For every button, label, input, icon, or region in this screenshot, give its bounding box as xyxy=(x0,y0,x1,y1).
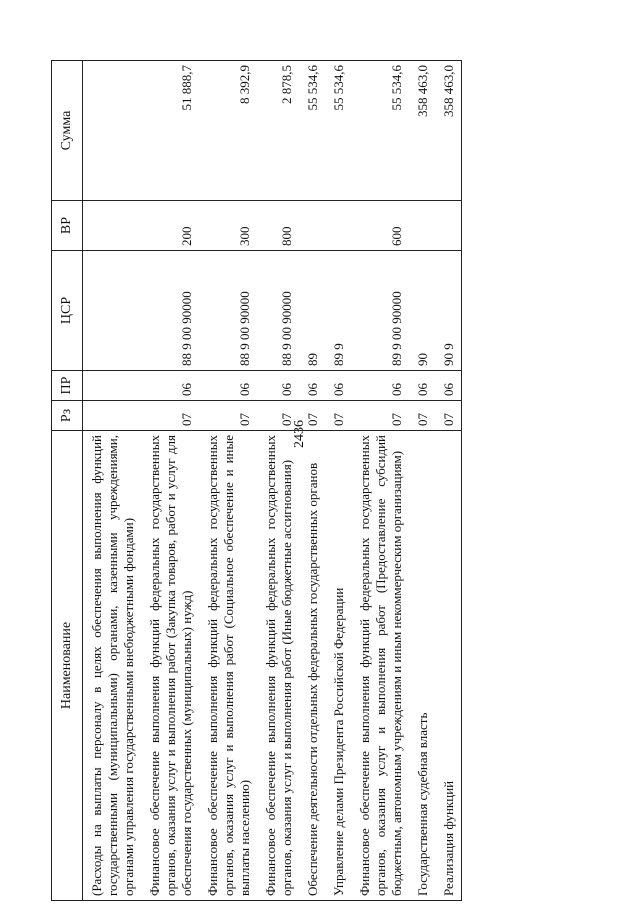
cell-rz: 07 xyxy=(435,401,462,431)
header-name: Наименование xyxy=(52,431,83,901)
cell-rz: 07 xyxy=(409,401,435,431)
cell-vr xyxy=(325,201,351,251)
cell-rz: 07 xyxy=(141,401,199,431)
cell-name: Управление делами Президента Российской Федерации xyxy=(325,431,351,901)
budget-table xyxy=(51,60,462,901)
cell-rz xyxy=(83,401,142,431)
cell-name: Финансовое обеспечение выполнения функций федеральных государственных органов, оказания услуг и выполнения работ (Иные бюджетные ассигнования) xyxy=(257,431,299,901)
header-rz: Рз xyxy=(52,401,83,431)
cell-csr: 89 9 xyxy=(325,251,351,371)
cell-name: (Расходы на выплаты персоналу в целях обеспечения выполнения функций государственными (муниципальными) органами, казенными учреждениями, органами управления государственными внебюджетными фондами) xyxy=(83,431,142,901)
table-row xyxy=(299,61,325,901)
cell-pr: 06 xyxy=(199,371,257,401)
cell-vr: 800 xyxy=(257,201,299,251)
budget-table-rotated xyxy=(51,61,591,901)
cell-vr: 300 xyxy=(199,201,257,251)
cell-sum: 358 463,0 xyxy=(435,61,462,201)
cell-rz: 07 xyxy=(351,401,409,431)
table-row xyxy=(409,61,435,901)
cell-sum: 358 463,0 xyxy=(409,61,435,201)
cell-pr: 06 xyxy=(257,371,299,401)
cell-csr: 90 9 xyxy=(435,251,462,371)
cell-csr: 88 9 00 90000 xyxy=(257,251,299,371)
table-row xyxy=(83,61,142,901)
table-row xyxy=(257,61,299,901)
page-number: 2436 xyxy=(292,420,307,448)
cell-vr: 200 xyxy=(141,201,199,251)
cell-pr: 06 xyxy=(409,371,435,401)
cell-vr xyxy=(83,201,142,251)
header-vr: ВР xyxy=(52,201,83,251)
cell-vr xyxy=(299,201,325,251)
cell-csr xyxy=(83,251,142,371)
table-row xyxy=(141,61,199,901)
table-row xyxy=(325,61,351,901)
cell-csr: 89 xyxy=(299,251,325,371)
cell-pr: 06 xyxy=(141,371,199,401)
cell-vr xyxy=(409,201,435,251)
cell-csr: 90 xyxy=(409,251,435,371)
cell-sum: 55 534,6 xyxy=(351,61,409,201)
header-pr: ПР xyxy=(52,371,83,401)
table-row xyxy=(199,61,257,901)
cell-sum xyxy=(83,61,142,201)
cell-name: Финансовое обеспечение выполнения функций федеральных государственных органов, оказания услуг и выполнения работ (Предоставление субсидий бюджетным, автономным учреждениям и иным некоммерческим организациям) xyxy=(351,431,409,901)
header-csr: ЦСР xyxy=(52,251,83,371)
cell-vr xyxy=(435,201,462,251)
cell-rz: 07 xyxy=(199,401,257,431)
cell-name: Государственная судебная власть xyxy=(409,431,435,901)
cell-rz: 07 xyxy=(299,401,325,431)
cell-csr: 89 9 00 90000 xyxy=(351,251,409,371)
cell-pr xyxy=(83,371,142,401)
cell-sum: 8 392,9 xyxy=(199,61,257,201)
cell-pr: 06 xyxy=(299,371,325,401)
cell-sum: 51 888,7 xyxy=(141,61,199,201)
table-header-row xyxy=(52,61,83,901)
table-row xyxy=(351,61,409,901)
header-sum: Сумма xyxy=(52,61,83,201)
cell-pr: 06 xyxy=(351,371,409,401)
cell-name: Финансовое обеспечение выполнения функций федеральных государственных органов, оказания услуг и выполнения работ (Закупка товаров, работ и услуг для обеспечения государственных (муниципальных) нужд) xyxy=(141,431,199,901)
cell-vr: 600 xyxy=(351,201,409,251)
cell-sum: 55 534,6 xyxy=(325,61,351,201)
cell-name: Финансовое обеспечение выполнения функций федеральных государственных органов, оказания услуг и выполнения работ (Социальное обеспечение и иные выплаты населению) xyxy=(199,431,257,901)
cell-sum: 55 534,6 xyxy=(299,61,325,201)
cell-csr: 88 9 00 90000 xyxy=(199,251,257,371)
cell-pr: 06 xyxy=(325,371,351,401)
cell-name: Реализация функций xyxy=(435,431,462,901)
table-row xyxy=(435,61,462,901)
cell-rz: 07 xyxy=(257,401,299,431)
cell-csr: 88 9 00 90000 xyxy=(141,251,199,371)
cell-sum: 2 878,5 xyxy=(257,61,299,201)
cell-pr: 06 xyxy=(435,371,462,401)
cell-name: Обеспечение деятельности отдельных федеральных государственных органов xyxy=(299,431,325,901)
cell-rz: 07 xyxy=(325,401,351,431)
